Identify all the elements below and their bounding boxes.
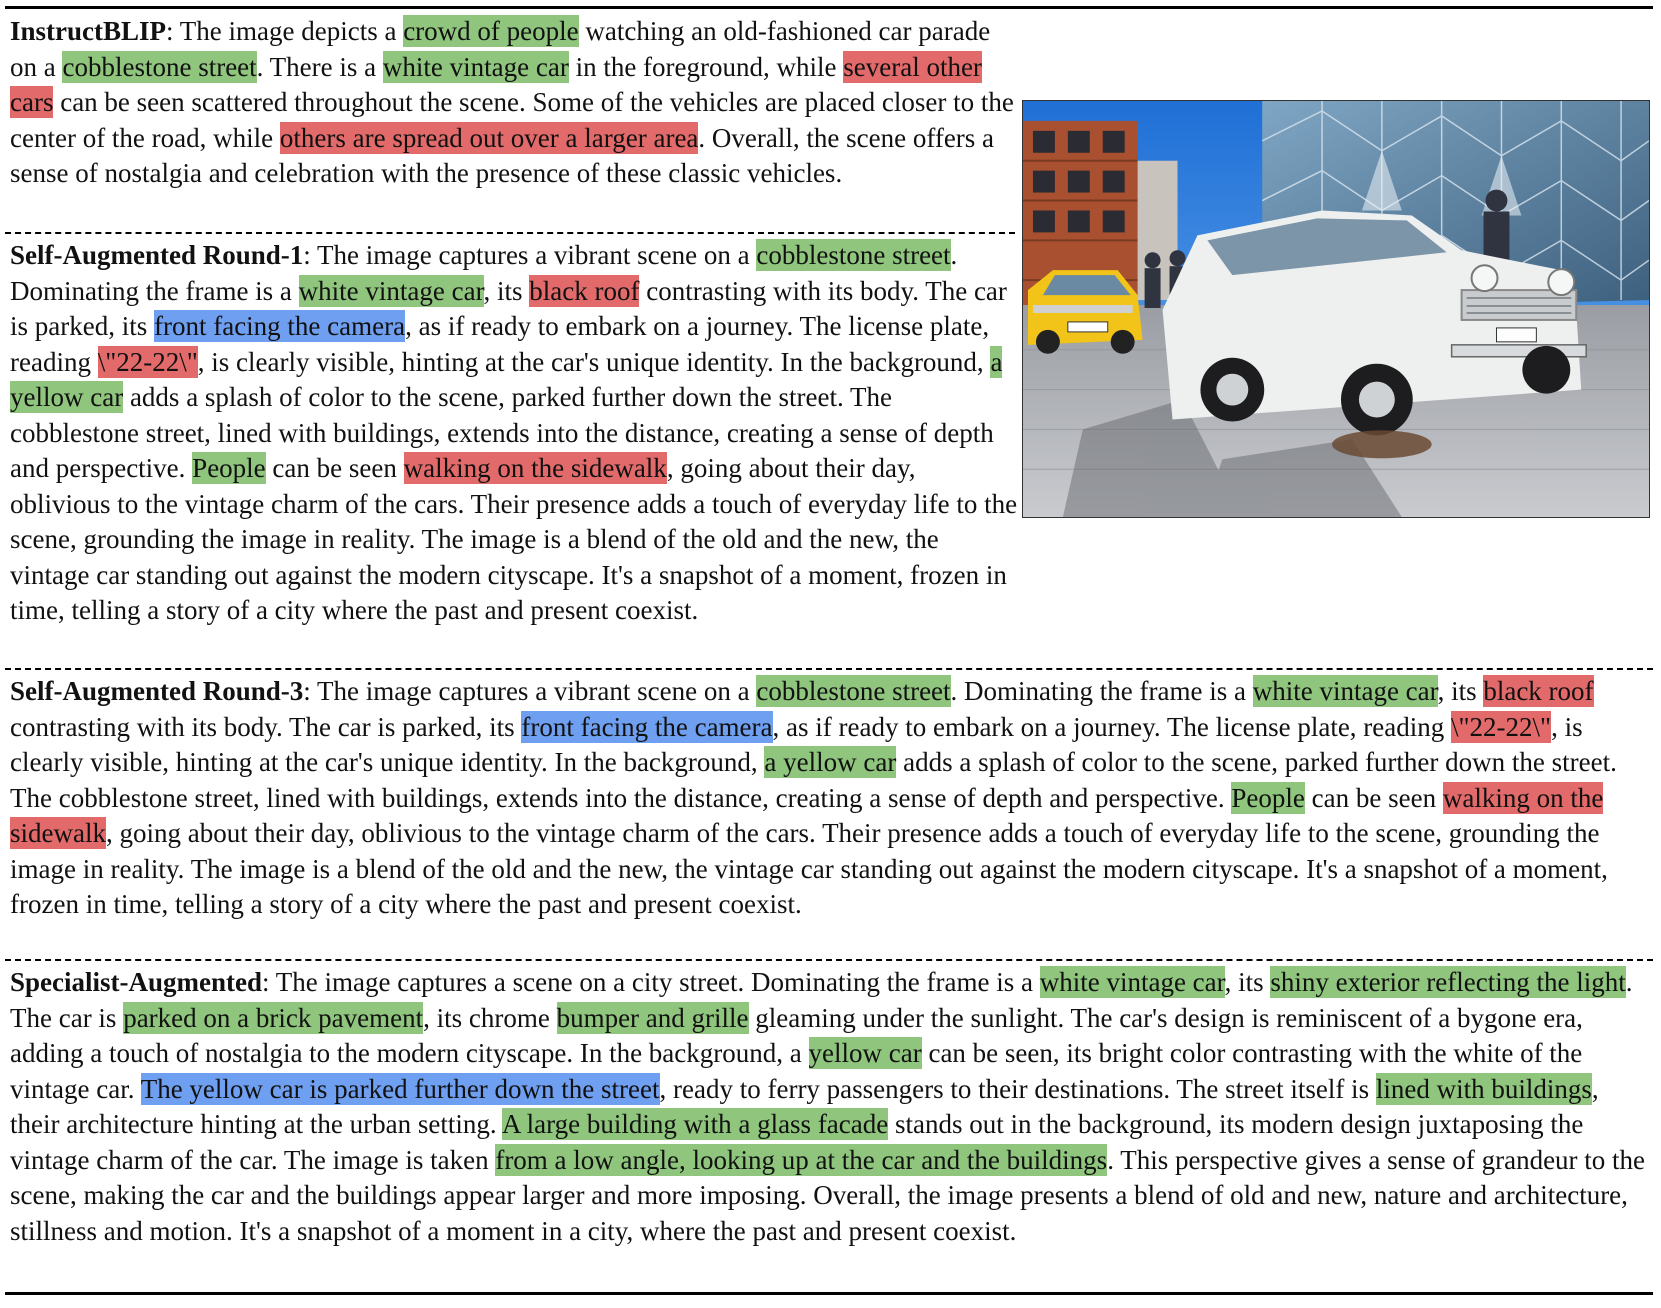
caption-text: can be seen, its bright color contrasting with the white of the vintage car.: [10, 1038, 1583, 1104]
caption-text: watching an old-fashioned car parade on a: [10, 16, 991, 82]
caption-text: contrasting with its body. The car is parked, its: [10, 275, 1007, 341]
caption-text: . The car is: [10, 967, 1633, 1033]
highlight-green: white vintage car: [1252, 676, 1438, 706]
round1-caption: [10, 238, 1018, 629]
specialist-caption: [10, 965, 1652, 1249]
highlight-green: yellow car: [808, 1038, 922, 1068]
highlight-blue: front facing the camera: [153, 311, 406, 341]
highlight-blue: front facing the camera: [521, 711, 773, 742]
caption-text: can be seen: [265, 453, 404, 483]
caption-text: . Dominating the frame is a: [950, 676, 1253, 706]
highlight-green: People: [1231, 782, 1305, 813]
highlight-red: \"22-22\": [97, 346, 198, 377]
caption-text: , as if ready to embark on a journey. The license plate, reading: [772, 711, 1452, 742]
section-label: Specialist-Augmented: [10, 967, 262, 997]
caption-text: , is clearly visible, hinting at the car's unique identity. In the background,: [197, 346, 991, 377]
highlight-green: shiny exterior reflecting the light: [1270, 967, 1626, 997]
caption-text: can be seen scattered throughout the scene. Some of the vehicles are placed closer to the center of the road, while: [10, 87, 1014, 153]
bottom-rule: [5, 1292, 1653, 1295]
highlight-red: several other cars: [10, 51, 982, 117]
section-divider: [5, 232, 1015, 234]
highlight-green: People: [192, 453, 266, 483]
caption-text: , going about their day, oblivious to the vintage charm of the cars. Their presence adds a touch of everyday life to the scene, grounding the image in reality. The image is a blend of the old and the new, the vintage car standing out against the modern cityscape. It's a snapshot of a moment, frozen in time, telling a story of a city where the past and present coexist.: [10, 453, 1018, 625]
section-divider: [5, 959, 1653, 961]
caption-text: , its: [1224, 967, 1271, 997]
caption-text: . This perspective gives a sense of grandeur to the scene, making the car and the buildings appear larger and more imposing. Overall, the image presents a blend of old and new, nature and architecture, stillness and motion. It's a snapshot of a moment in a city, where the past and present coexist.: [10, 1144, 1646, 1246]
highlight-green: cobblestone street: [62, 51, 257, 82]
instructblip-caption: [10, 14, 1015, 192]
street-photo: [1022, 100, 1650, 518]
caption-text: gleaming under the sunlight. The car's design is reminiscent of a bygone era, adding a touch of nostalgia to the modern cityscape. In the background, a: [10, 1002, 1583, 1068]
caption-text: , is clearly visible, hinting at the car's unique identity. In the background,: [10, 711, 1583, 777]
caption-text: , its: [483, 275, 530, 306]
caption-text: , going about their day, oblivious to the vintage charm of the cars. Their presence adds a touch of everyday life to the scene, grounding the image in reality. The image is a blend of the old and the new, the vintage car standing out against the modern cityscape. It's a snapshot of a moment, frozen in time, telling a story of a city where the past and present coexist.: [10, 818, 1608, 919]
highlight-green: lined with buildings: [1375, 1073, 1592, 1104]
caption-text: : The image captures a vibrant scene on a: [303, 240, 757, 270]
highlight-red: black roof: [1483, 676, 1594, 706]
highlight-green: A large building with a glass facade: [501, 1109, 889, 1139]
caption-text: . There is a: [256, 51, 383, 82]
section-label: Self-Augmented Round-1: [10, 240, 304, 270]
caption-text: , its chrome: [423, 1002, 557, 1033]
highlight-green: bumper and grille: [556, 1002, 749, 1033]
highlight-red: walking on the sidewalk: [403, 453, 667, 483]
caption-text: stands out in the background, its modern design juxtaposing the vintage charm of the car. The image is taken: [10, 1109, 1584, 1175]
highlight-green: a yellow car: [764, 747, 897, 777]
highlight-green: cobblestone street: [756, 676, 951, 706]
caption-text: : The image captures a scene on a city street. Dominating the frame is a: [262, 967, 1040, 997]
caption-text: in the foreground, while: [568, 51, 844, 82]
yellow-car: [1028, 270, 1143, 354]
caption-text: contrasting with its body. The car is parked, its: [10, 711, 522, 742]
caption-text: , their architecture hinting at the urban setting.: [10, 1073, 1599, 1139]
caption-text: , its: [1437, 676, 1484, 706]
caption-text: can be seen: [1304, 782, 1443, 813]
street-photo-illustration: [1023, 101, 1649, 517]
caption-text: adds a splash of color to the scene, parked further down the street. The cobblestone street, lined with buildings, extends into the distance, creating a sense of depth and perspective.: [10, 747, 1617, 813]
highlight-green: white vintage car: [1039, 967, 1225, 997]
caption-text: , as if ready to embark on a journey. The license plate, reading: [10, 311, 990, 377]
highlight-red: \"22-22\": [1451, 711, 1552, 742]
section-label: Self-Augmented Round-3: [10, 676, 304, 706]
round3-caption: [10, 674, 1650, 923]
highlight-green: from a low angle, looking up at the car and the buildings: [495, 1144, 1108, 1175]
highlight-green: parked on a brick pavement: [123, 1002, 424, 1033]
highlight-red: walking on the sidewalk: [10, 782, 1604, 848]
highlight-red: others are spread out over a larger area: [279, 122, 699, 153]
highlight-green: white vintage car: [298, 275, 484, 306]
section-label: InstructBLIP: [10, 16, 167, 46]
caption-text: : The image depicts a: [166, 16, 404, 46]
highlight-green: white vintage car: [382, 51, 569, 82]
section-divider: [5, 668, 1653, 670]
highlight-green: a yellow car: [10, 346, 1003, 412]
caption-text: : The image captures a vibrant scene on a: [303, 676, 757, 706]
highlight-green: crowd of people: [403, 16, 579, 46]
highlight-red: black roof: [529, 275, 640, 306]
caption-text: . Dominating the frame is a: [10, 240, 958, 306]
highlight-green: cobblestone street: [756, 240, 951, 270]
caption-text: adds a splash of color to the scene, parked further down the street. The cobblestone street, lined with buildings, extends into the distance, creating a sense of depth and perspective.: [10, 382, 994, 483]
caption-text: . Overall, the scene offers a sense of nostalgia and celebration with the presence of these classic vehicles.: [10, 122, 995, 188]
caption-text: , ready to ferry passengers to their destinations. The street itself is: [659, 1073, 1376, 1104]
top-rule: [5, 6, 1653, 9]
highlight-blue: The yellow car is parked further down the street: [140, 1073, 660, 1104]
